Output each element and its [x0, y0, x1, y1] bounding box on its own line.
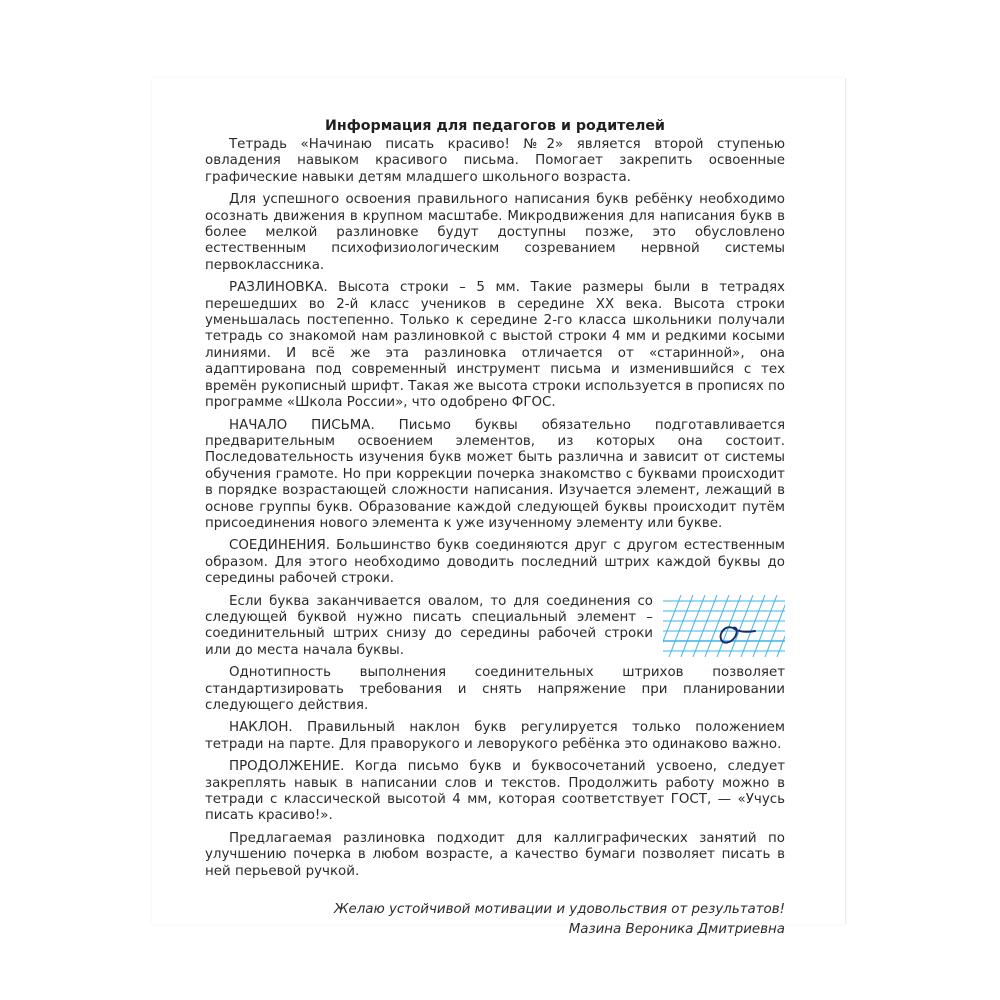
paragraph-uniformity: [205, 665, 785, 714]
paragraph-motor-skills-text: Для успешного освоения правильного написания букв ребёнку необходимо осознать движения в крупном масштабе. Микродвижения для написания букв в более мелкой разлиновке будут доступны позже, это обусловлено естественным психофизиологическим созреванием нервной системы первоклассника.: [205, 192, 785, 273]
paragraph-motor-skills: [205, 192, 785, 274]
paragraph-calligraphy-text: Предлагаемая разлиновка подходит для каллиграфических занятий по улучшению почерка в любом возрасте, а качество бумаги позволяет писать в ней перьевой ручкой.: [205, 830, 785, 879]
paragraph-oval: [205, 594, 653, 660]
paragraph-ruling-text: РАЗЛИНОВКА. Высота строки – 5 мм. Такие размеры были в тетрадях перешедших во 2-й класс учеников в середине XX века. Высота строки уменьшалась постепенно. Только к середине 2-го класса школьники получали тетрадь со знакомой нам разлиновкой с выстой строки 4 мм и редкими косыми линиями. И всё же эта разлиновка отличается от «старинной», она адаптирована под современный инструмент письма и изменившийся с тех времён рукописный шрифт. Такая же высота строки используется в прописях по программе «Школа России», что одобрено ФГОС.: [205, 280, 785, 411]
paragraph-ruling: [205, 280, 785, 411]
page-title: Информация для педагогов и родителей: [325, 118, 665, 134]
ruling-slant-lines: [663, 595, 785, 657]
paragraph-start-writing: [205, 418, 785, 533]
ruling-example-figure: [663, 595, 785, 657]
author-name: Мазина Вероника Дмитриевна: [568, 922, 785, 938]
closing-signature: [205, 900, 785, 940]
paragraph-uniformity-text: Однотипность выполнения соединительных штрихов позволяет стандартизировать требования и снять напряжение при планировании следующего действия.: [205, 665, 785, 713]
paragraph-oval-with-figure: [205, 594, 785, 660]
document-content: [205, 117, 785, 940]
paragraph-slant-text: НАКЛОН. Правильный наклон букв регулируется только положением тетради на парте. Для праворукого и леворукого ребёнка это одинаково важно.: [205, 720, 785, 752]
paragraph-connections-text: СОЕДИНЕНИЯ. Большинство букв соединяются друг с другом естественным образом. Для этого необходимо доводить последний штрих каждой буквы до середины рабочей строки.: [205, 538, 785, 587]
paragraph-connections: [205, 538, 785, 587]
paragraph-slant: [205, 720, 785, 753]
paragraph-calligraphy: [205, 831, 785, 880]
paragraph-intro-text: Тетрадь «Начинаю писать красиво! №2» является второй ступенью овладения навыком красивого письма. Помогает закрепить освоенные графические навыки детям младшего школьного возраста.: [205, 137, 785, 185]
paragraph-intro: [205, 137, 785, 186]
paragraph-continuation-text: ПРОДОЛЖЕНИЕ. Когда письмо букв и буквосочетаний усвоено, следует закреплять навык в написании слов и текстов. Продолжить работу можно в тетради с классической высотой 4 мм, которая соответствует ГОСТ, — «Учусь писать красиво!».: [205, 759, 785, 824]
page-edge: [845, 78, 846, 924]
paragraph-continuation: [205, 759, 785, 825]
paragraph-start-writing-text: НАЧАЛО ПИСЬМА. Письмо буквы обязательно подготавливается предварительным освоением элементов, из которых она состоит. Последовательность изучения букв может быть различна и зависит от системы обучения грамоте. Но при коррекции почерка знакомство с буквами происходит в порядке возрастающей сложности написания. Изучается элемент, лежащий в основе группы букв. Образование каждой следующей буквы происходит путём присоединения нового элемента к уже изученному элементу или букве.: [205, 417, 785, 531]
closing-wish: Желаю устойчивой мотивации и удовольствия от результатов!: [334, 902, 785, 918]
paragraph-oval-text: Если буква заканчивается овалом, то для соединения со следующей буквой нужно писать специальный элемент – соединительный штрих снизу до середины рабочей строки или до места начала буквы.: [205, 593, 653, 658]
